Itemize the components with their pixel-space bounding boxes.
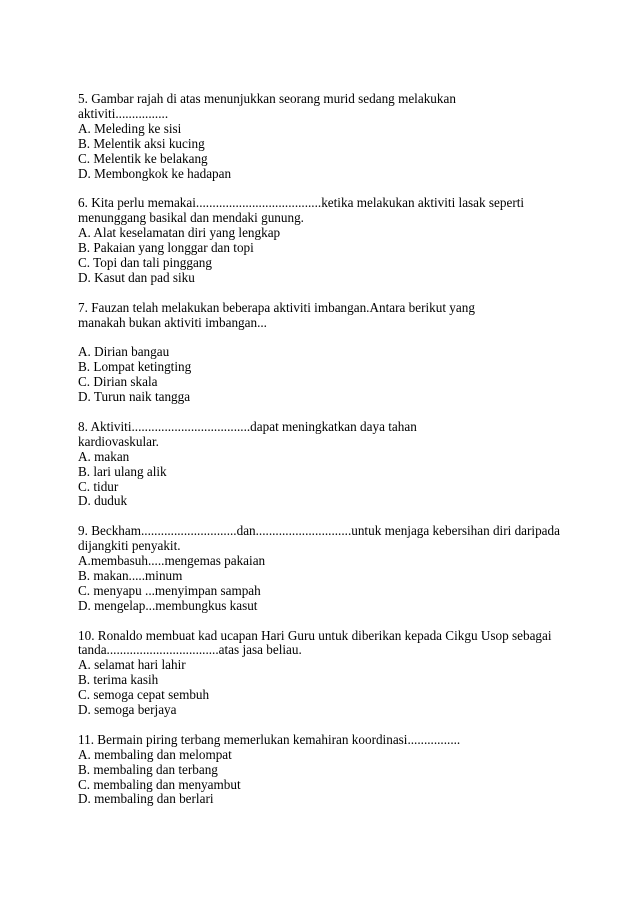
answer-option-a: A. membaling dan melompat: [78, 746, 232, 762]
question-7: [78, 301, 578, 405]
answer-option-a: A. Alat keselamatan diri yang lengkap: [78, 225, 281, 241]
answer-option-a: A. Dirian bangau: [78, 344, 170, 360]
answer-option-b: B. membaling dan terbang: [78, 761, 218, 777]
answer-option-a: A. Meleding ke sisi: [78, 120, 182, 136]
question-list: [78, 92, 578, 822]
question-5: [78, 92, 578, 181]
question-8: [78, 420, 578, 509]
answer-option-d: D. duduk: [78, 493, 128, 509]
blank-line: [78, 330, 578, 345]
answer-option-a: A. makan: [78, 448, 130, 464]
answer-option-d: D. semoga berjaya: [78, 702, 177, 718]
answer-option-d: D. membaling dan berlari: [78, 791, 214, 807]
answer-option-c: C. tidur: [78, 478, 119, 494]
question-stem-line: 6. Kita perlu memakai......................................ketika melakukan aktiviti lasak seperti: [78, 195, 525, 211]
answer-option-c: C. Melentik ke belakang: [78, 150, 208, 166]
question-stem-line: kardiovaskular.: [78, 433, 159, 449]
question-11: [78, 733, 578, 808]
answer-option-b: B. lari ulang alik: [78, 463, 167, 479]
question-stem-line: 11. Bermain piring terbang memerlukan kemahiran koordinasi................: [78, 731, 461, 747]
question-10: [78, 629, 578, 718]
answer-option-b: B. makan.....minum: [78, 567, 183, 583]
question-stem-line: 10. Ronaldo membuat kad ucapan Hari Guru untuk diberikan kepada Cikgu Usop sebagai: [78, 627, 552, 643]
question-6: [78, 196, 578, 285]
question-stem-line: tanda..................................atas jasa beliau.: [78, 642, 302, 658]
answer-option-a: A. selamat hari lahir: [78, 657, 186, 673]
question-9: [78, 524, 578, 613]
answer-option-d: D. Kasut dan pad siku: [78, 269, 195, 285]
answer-option-b: B. Melentik aksi kucing: [78, 135, 205, 151]
answer-option-d: D. mengelap...membungkus kasut: [78, 597, 258, 613]
answer-option-a: A.membasuh.....mengemas pakaian: [78, 553, 266, 569]
question-stem-line: aktiviti................: [78, 105, 169, 121]
question-stem-line: manakah bukan aktiviti imbangan...: [78, 314, 267, 330]
answer-option-b: B. terima kasih: [78, 672, 159, 688]
answer-option-c: C. semoga cepat sembuh: [78, 687, 210, 703]
question-stem-line: 7. Fauzan telah melakukan beberapa aktiviti imbangan.Antara berikut yang: [78, 299, 475, 315]
question-stem-line: 9. Beckham.............................dan.............................untuk menjaga kebersihan diri daripada: [78, 523, 560, 539]
question-stem-line: 8. Aktiviti....................................dapat meningkatkan daya tahan: [78, 418, 417, 434]
question-stem-line: dijangkiti penyakit.: [78, 538, 181, 554]
answer-option-d: D. Turun naik tangga: [78, 389, 191, 405]
question-stem-line: menunggang basikal dan mendaki gunung.: [78, 210, 304, 226]
answer-option-d: D. Membongkok ke hadapan: [78, 165, 232, 181]
answer-option-c: C. menyapu ...menyimpan sampah: [78, 582, 261, 598]
answer-option-c: C. Topi dan tali pinggang: [78, 254, 212, 270]
answer-option-c: C. Dirian skala: [78, 374, 158, 390]
answer-option-c: C. membaling dan menyambut: [78, 776, 241, 792]
answer-option-b: B. Lompat ketingting: [78, 359, 192, 375]
answer-option-b: B. Pakaian yang longgar dan topi: [78, 240, 254, 256]
question-stem-line: 5. Gambar rajah di atas menunjukkan seorang murid sedang melakukan: [78, 91, 456, 106]
